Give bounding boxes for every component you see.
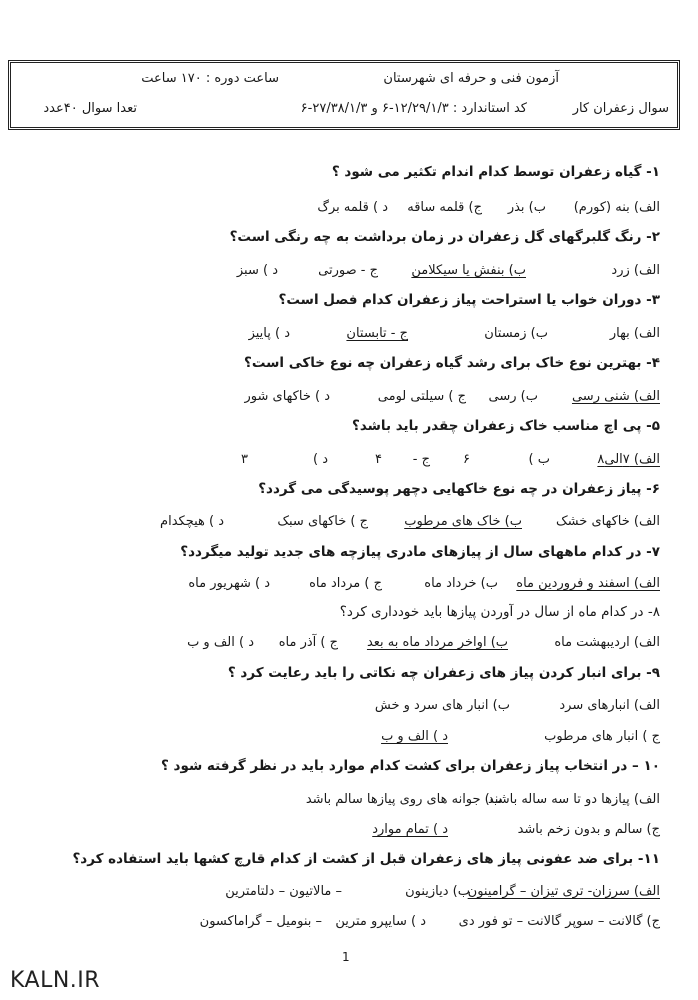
q10-option-c: ج) سالم و بدون زخم باشد (517, 822, 660, 837)
q4-option-d: د ) خاکهای شور (244, 389, 330, 404)
page-number: 1 (342, 950, 350, 964)
exam-subject: سوال زعفران کار (572, 101, 669, 116)
q4-option-c: ج ) سیلتی لومی (377, 389, 466, 404)
q3-option-b: ب) زمستان (484, 326, 548, 341)
q5-option-d-label: د ) (313, 452, 328, 467)
q6-option-a: الف) خاکهای خشک (556, 514, 660, 529)
question-11: ۱۱- برای ضد عفونی پیاز های زعفران قبل از کشت از کدام قارچ کشها باید استفاده کرد؟ (72, 851, 660, 867)
question-4: ۴- بهترین نوع خاک برای رشد گیاه زعفران چه نوع خاکی است؟ (243, 355, 660, 371)
q2-option-b: ب) بنفش یا سیکلامن (411, 263, 526, 278)
q1-option-d: د ) قلمه برگ (317, 200, 388, 215)
q10-option-b: ب) جوانه های روی پیازها سالم باشد (305, 792, 502, 807)
exam-header (8, 60, 680, 130)
q11-option-b-cont: – مالاتیون – دلتامترین (225, 884, 342, 899)
q3-option-d: د ) پاییز (248, 326, 290, 341)
question-3: ۳- دوران خواب یا استراحت پیاز زعفران کدام فصل است؟ (278, 292, 660, 308)
question-9: ۹- برای انبار کردن پیاز های زعفران چه نکاتی را باید رعایت کرد ؟ (227, 665, 660, 681)
course-duration: ساعت دوره : ۱۷۰ ساعت (141, 71, 279, 86)
exam-title: آزمون فنی و حرفه ای شهرستان (383, 71, 559, 86)
q7-option-d: د ) شهریور ماه (188, 576, 270, 591)
q9-option-d: د ) الف و ب (381, 729, 448, 744)
q4-option-a: الف) شنی رسی (571, 389, 660, 404)
q5-option-a: الف) ۷الی۸ (597, 452, 660, 467)
site-watermark: KALN.IR (10, 968, 101, 993)
q10-option-a: الف) پیازها دو تا سه ساله باشند (487, 792, 660, 807)
q9-option-b: ب) انبار های سرد و خش (374, 698, 510, 713)
q8-option-b: ب) اواخر مرداد ماه به بعد (366, 635, 508, 650)
question-5: ۵- پی اچ مناسب خاک زعفران چقدر باید باشد؟ (352, 418, 660, 434)
q11-option-b: ب) دیازینون (405, 884, 470, 899)
q6-option-d: د ) هیچکدام (160, 514, 224, 529)
q11-option-a: الف) سرزان- تری تیزان – گرامینون (467, 884, 660, 899)
q7-option-c: ج ) مرداد ماه (309, 576, 382, 591)
q11-option-c: ج) گالانت – سوپر گالانت – تو فور دی (458, 914, 660, 929)
q6-option-b: ب) خاک های مرطوب (404, 514, 522, 529)
q2-option-d: د ) سبز (236, 263, 278, 278)
question-6: ۶- پیاز زعفران در چه نوع خاکهایی دچهر پوسیدگی می گردد؟ (258, 481, 660, 497)
q5-option-b-value: ۶ (463, 452, 470, 467)
q4-option-b: ب) رسی (488, 389, 538, 404)
q1-option-c: ج) قلمه ساقه (407, 200, 482, 215)
q8-option-a: الف) اردیبهشت ماه (554, 635, 660, 650)
q2-option-c: ج - صورتی (318, 263, 378, 278)
question-2: ۲- رنگ گلبرگهای گل زعفران در زمان برداشت به چه رنگی است؟ (229, 229, 660, 245)
q5-option-c-value: ۴ (375, 452, 382, 467)
q7-option-b: ب) خرداد ماه (424, 576, 498, 591)
q3-option-a: الف) بهار (609, 326, 660, 341)
q5-option-b-label: ب ) (528, 452, 550, 467)
question-8: ۸- در کدام ماه از سال در آوردن پیازها باید خودداری کرد؟ (339, 604, 660, 620)
q6-option-c: ج ) خاکهای سبک (277, 514, 368, 529)
q8-option-c: ج ) آذر ماه (278, 635, 338, 650)
q9-option-a: الف) انبارهای سرد (559, 698, 660, 713)
q8-option-d: د ) الف و ب (187, 635, 254, 650)
q7-option-a: الف) اسفند و فروردین ماه (516, 576, 660, 591)
q11-option-d-cont: – بنومیل – گراماکسون (199, 914, 322, 929)
standard-code: کد استاندارد : ۱۲/۲۹/۱/۳-۶ و ۲۷/۳۸/۱/۳-۶ (300, 101, 527, 116)
q2-option-a: الف) زرد (611, 263, 660, 278)
q10-option-d: د ) تمام موارد (372, 822, 448, 837)
q9-option-c: ج ) انبار های مرطوب (544, 729, 660, 744)
q5-option-c-label: ج - (412, 452, 430, 467)
q5-option-d-value: ۳ (241, 452, 248, 467)
question-count: تعدا سوال ۴۰عدد (43, 101, 137, 116)
q3-option-c: ج - تابستان (346, 326, 408, 341)
question-1: ۱- گیاه زعفران توسط کدام اندام تکثیر می شود ؟ (331, 164, 660, 180)
q11-option-d: د ) سایپرو مترین (335, 914, 426, 929)
q1-option-b: ب) بذر (507, 200, 546, 215)
q1-option-a: الف) بنه (کورم) (573, 200, 660, 215)
question-10: ۱۰ – در انتخاب پیاز زعفران برای کشت کدام موارد باید در نظر گرفته شود ؟ (161, 758, 660, 774)
question-7: ۷- در کدام ماههای سال از پیازهای مادری پیازچه های جدید تولید میگردد؟ (180, 544, 660, 560)
